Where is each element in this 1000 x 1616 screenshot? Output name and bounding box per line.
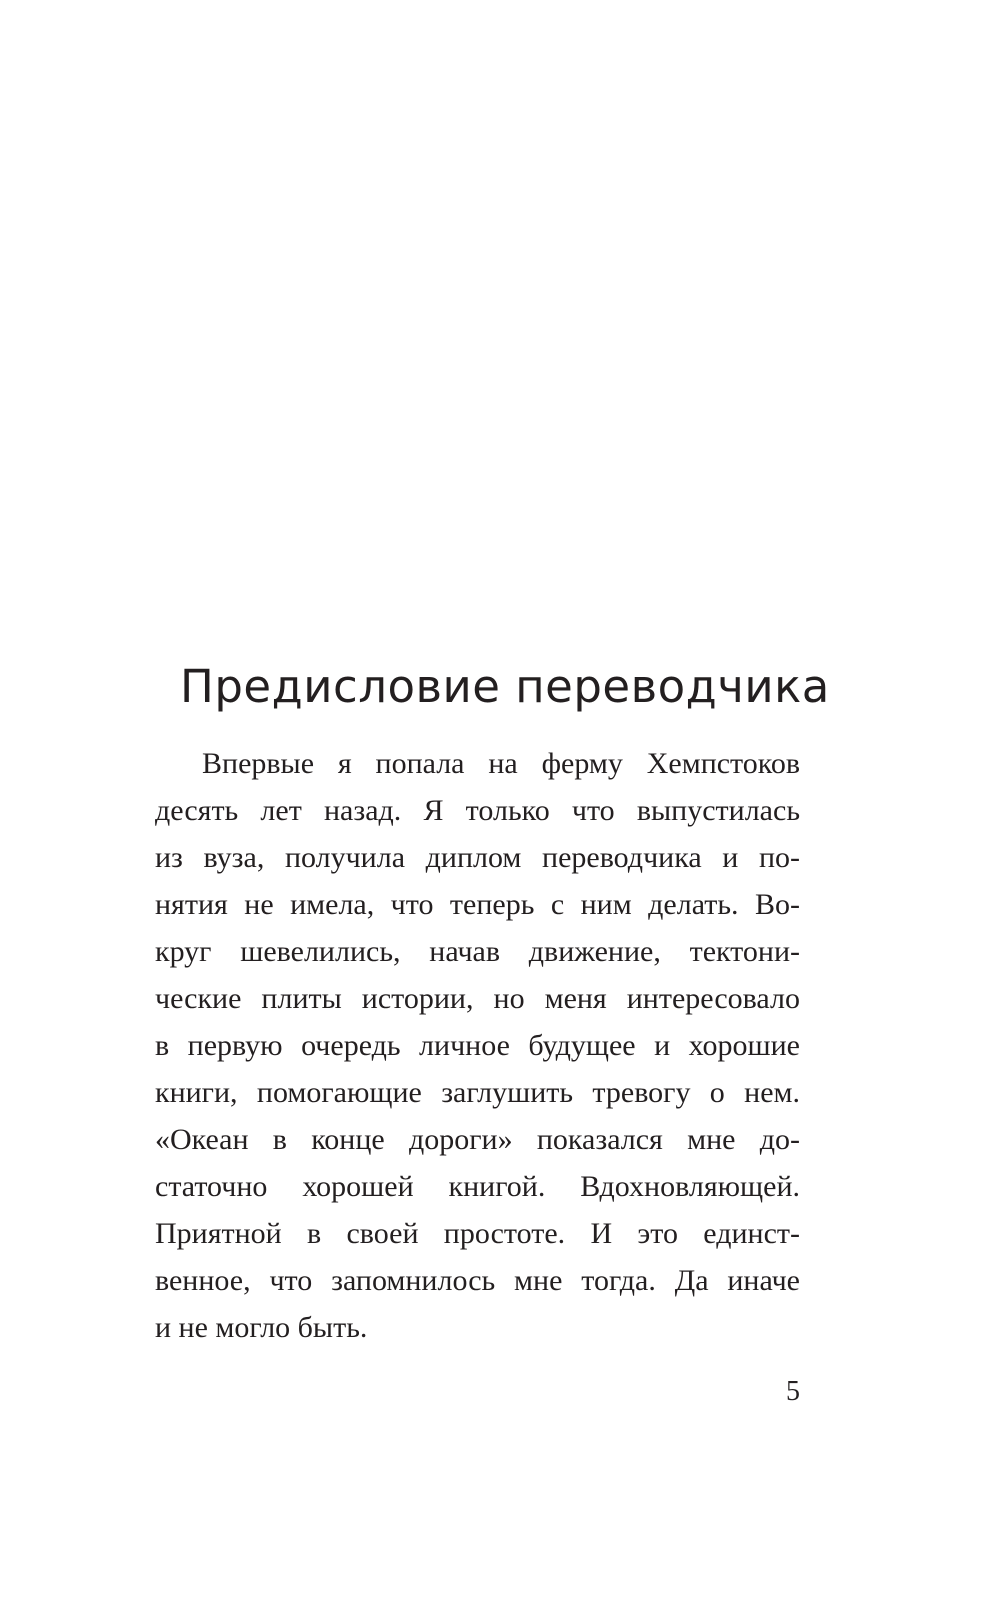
paragraph-line: венное, что запомнилось мне тогда. Да иначе bbox=[155, 1264, 800, 1297]
paragraph-line: книги, помогающие заглушить тревогу о нем. bbox=[155, 1076, 800, 1109]
paragraph-line: Приятной в своей простоте. И это единст- bbox=[155, 1217, 800, 1250]
paragraph-line: нятия не имела, что теперь с ним делать. Во- bbox=[155, 888, 800, 921]
paragraph-line: статочно хорошей книгой. Вдохновляющей. bbox=[155, 1170, 800, 1203]
paragraph-line: Впервые я попала на ферму Хемпстоков bbox=[202, 747, 800, 780]
paragraph-line: десять лет назад. Я только что выпустилась bbox=[155, 794, 800, 827]
chapter-title: Предисловие переводчика bbox=[180, 660, 830, 713]
paragraph-line: ческие плиты истории, но меня интересовало bbox=[155, 982, 800, 1015]
paragraph-line: и не могло быть. bbox=[155, 1311, 368, 1344]
page-number: 5 bbox=[786, 1376, 800, 1407]
paragraph-line: в первую очередь личное будущее и хорошие bbox=[155, 1029, 800, 1062]
paragraph-line: круг шевелились, начав движение, тектони- bbox=[155, 935, 800, 968]
chapter-paragraph bbox=[155, 740, 800, 1351]
paragraph-line: «Океан в конце дороги» показался мне до- bbox=[155, 1123, 800, 1156]
paragraph-line: из вуза, получила диплом переводчика и по- bbox=[155, 841, 800, 874]
